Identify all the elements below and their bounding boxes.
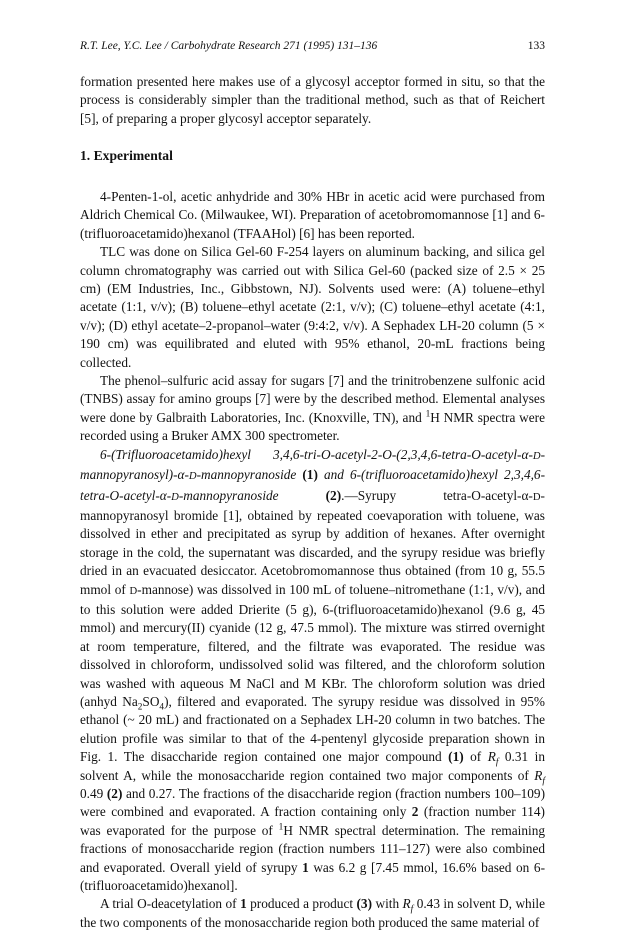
paragraph-synthesis: 6-(Trifluoroacetamido)hexyl 3,4,6-tri-O-acetyl-2-O-(2,3,4,6-tetra-O-acetyl-α-D-mannopyranosyl)-α-D-mannopyranoside (1) and 6-(trifluoroacetamido)hexyl 2,3,4,6-tetra-O-acetyl-α-D-mannopyranoside (2).—Syrupy tetra-O-acetyl-α-D-mannopyranosyl bromide [1], obtained by repeated coevaporation with toluene, was dissolved in ether and precipitated as syrup by addition of hexanes. After overnight storage in the cold, the supernatant was discarded, and the syrupy residue was briefly dried in an evacuated desiccator. Acetobromomannose thus obtained (from 10 g, 55.5 mmol of D-mannose) was dissolved in 100 mL of toluene–nitromethane (1:1, v/v), and to this solution were added Drierite (5 g), 6-(trifluoroacetamido)hexanol (9.6 g, 45 mmol) and mercury(II) cyanide (12 g, 47.5 mmol). The mixture was stirred overnight at room temperature, filtered, and the filtrate was evaporated. The residue was dissolved in chloroform, undissolved solid was filtered, and the chloroform solution was washed with aqueous M NaCl and M KBr. The chloroform solution was dried (anhyd $Na_2SO_4$), filtered and evaporated. The syrupy residue was dissolved in 95% ethanol (~ 20 mL) and fractionated on a Sephadex LH-20 column in two batches. The elution profile was similar to that of the 4-pentenyl glycoside preparation shown in Fig. 1. The disaccharide region contained one major compound (1) of $R_f$ 0.31 in solvent A, while the monosaccharide region contained two major components of $R_f$ 0.49 (2) and 0.27. The fractions of the disaccharide region (fraction numbers 100–109) were combined and evaporated. A fraction containing only 2 (fraction number 114) was evaporated for the purpose of $^1$H NMR spectral determination. The remaining fractions of monosaccharide region (fraction numbers 111–127) were also combined and evaporated. Overall yield of syrupy 1 was 6.2 g [7.45 mmol, 16.6% based on 6-(trifluoroacetamido)hexanol]. bbox=[80, 446, 546, 894]
section-heading: 1. Experimental bbox=[80, 148, 173, 163]
intro-paragraph bbox=[80, 73, 545, 128]
paragraph-assay: The phenol–sulfuric acid assay for sugars [7] and the trinitrobenzene sulfonic acid (TNBS) assay for amino groups [7] were by the described method. Elemental analyses were done by Galbraith Laboratories, Inc. (Knoxville, TN), and $^1$H NMR spectra were recorded using a Bruker AMX 300 spectrometer. bbox=[80, 373, 545, 444]
experimental-body bbox=[80, 188, 545, 932]
running-head-title: R.T. Lee, Y.C. Lee / Carbohydrate Research 271 (1995) 131–136 bbox=[80, 40, 378, 52]
intro-paragraph-text: formation presented here makes use of a glycosyl acceptor formed in situ, so that the process is considerably simpler than the traditional method, such as that of Reichert [5], of preparing a proper glycosyl acceptor separately. bbox=[80, 74, 545, 126]
running-head bbox=[80, 40, 545, 52]
paragraph-materials: 4-Penten-1-ol, acetic anhydride and 30% HBr in acetic acid were purchased from Aldrich Chemical Co. (Milwaukee, WI). Preparation of acetobromomannose [1] and 6-(trifluoroacetamido)hexanol (TFAAHol) [6] has been reported. bbox=[80, 189, 545, 241]
paragraph-deacetylation: A trial O-deacetylation of 1 produced a product (3) with $R_f$ 0.43 in solvent D, while the two components of the monosaccharide region both produced the same material of bbox=[80, 896, 545, 930]
page-number: 133 bbox=[527, 40, 545, 52]
paragraph-tlc: TLC was done on Silica Gel-60 F-254 layers on aluminum backing, and silica gel column chromatography was carried out with Silica Gel-60 (packed size of 2.5 × 25 cm) (EM Industries, Inc., Gibbstown, NJ). Solvents used were: (A) toluene–ethyl acetate (1:1, v/v); (B) toluene–ethyl acetate (2:1, v/v); (C) toluene–ethyl acetate (4:1, v/v); (D) ethyl acetate–2-propanol–water (9:4:2, v/v). A Sephadex LH-20 column (5 × 190 cm) was equilibrated and eluted with 95% ethanol, 20-mL fractions being collected. bbox=[80, 244, 545, 370]
